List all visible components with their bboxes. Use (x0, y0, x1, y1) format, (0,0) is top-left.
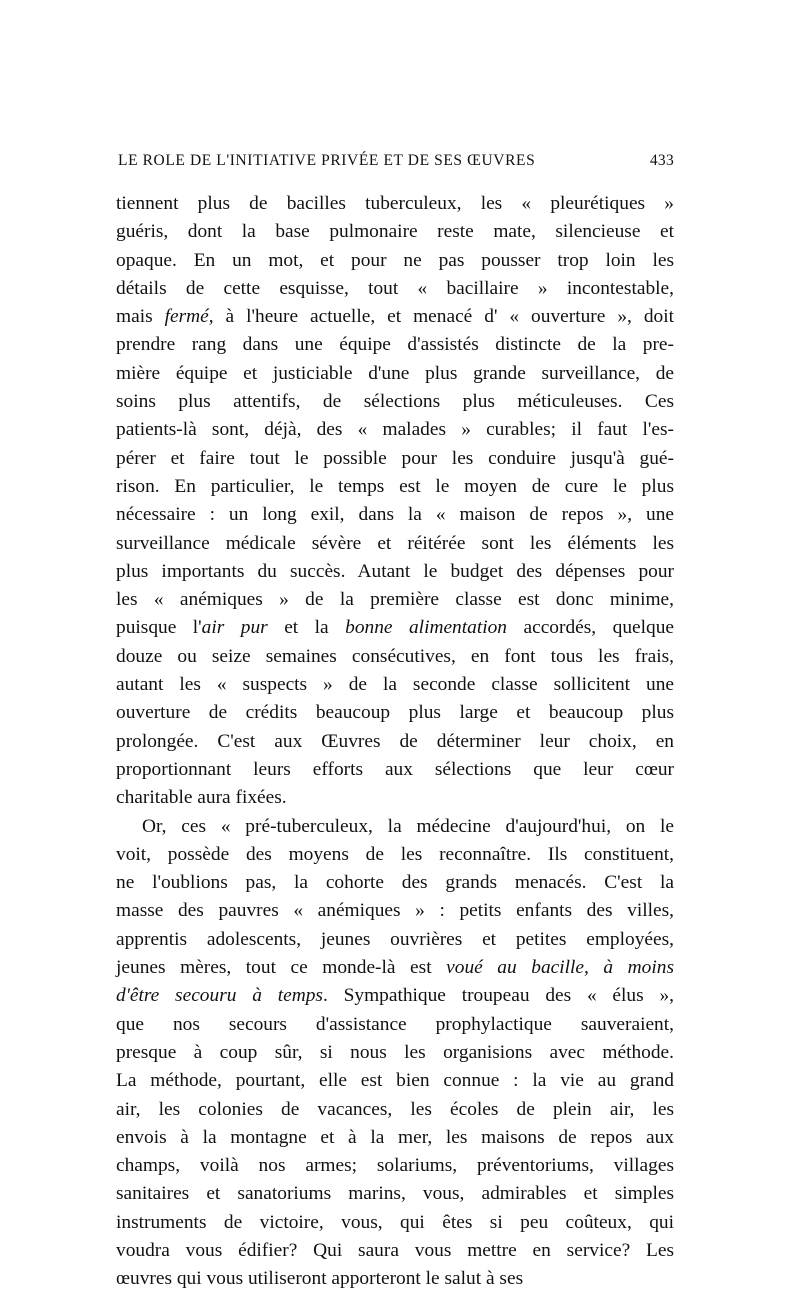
text-line (116, 841, 674, 869)
text-line (116, 416, 674, 444)
italic-run: voué au bacille, à moins (446, 957, 674, 979)
text-run: La méthode, pourtant, elle est bien connue : la vie au grand (116, 1070, 674, 1092)
text-line (116, 275, 674, 303)
text-run: proportionnant leurs efforts aux sélections que leur cœur (116, 758, 674, 780)
paragraph (116, 190, 674, 813)
text-run: Or, ces « pré-tuberculeux, la médecine d'aujourd'hui, on le (142, 815, 674, 837)
body-text (116, 190, 674, 1294)
text-run: apprentis adolescents, jeunes ouvrières et petites employées, (116, 928, 674, 950)
text-line (116, 1011, 674, 1039)
text-run: rison. En particulier, le temps est le moyen de cure le plus (116, 475, 674, 497)
text-run: les « anémiques » de la première classe est donc minime, (116, 589, 674, 611)
text-run: presque à coup sûr, si nous les organisions avec méthode. (116, 1041, 674, 1063)
text-line (116, 1152, 674, 1180)
text-run: guéris, dont la base pulmonaire reste mate, silencieuse et (116, 221, 674, 243)
text-line (116, 643, 674, 671)
text-run: pérer et faire tout le possible pour les conduire jusqu'à gué- (116, 447, 674, 469)
text-line (116, 247, 674, 275)
text-line (116, 784, 674, 812)
text-line (116, 954, 674, 982)
running-title: LE ROLE DE L'INITIATIVE PRIVÉE ET DE SES ŒUVRES (118, 152, 536, 169)
text-line (116, 1039, 674, 1067)
text-run: mais (116, 306, 165, 328)
text-run: instruments de victoire, vous, qui êtes si peu coûteux, qui (116, 1211, 674, 1233)
running-head (118, 152, 674, 176)
text-line (116, 869, 674, 897)
text-run: voit, possède des moyens de les reconnaître. Ils constituent, (116, 843, 674, 865)
italic-run: bonne alimentation (345, 617, 508, 639)
text-run: patients-là sont, déjà, des « malades » curables; il faut l'es- (116, 419, 674, 441)
text-line (116, 501, 674, 529)
text-run: douze ou seize semaines consécutives, en font tous les frais, (116, 645, 674, 667)
text-line (116, 1096, 674, 1124)
text-run: charitable aura fixées. (116, 787, 287, 809)
text-run: prendre rang dans une équipe d'assistés distincte de la pre- (116, 334, 674, 356)
text-line (116, 699, 674, 727)
text-run: œuvres qui vous utiliseront apporteront le salut à ses (116, 1268, 524, 1290)
text-line (116, 1124, 674, 1152)
text-run: envois à la montagne et à la mer, les maisons de repos aux (116, 1126, 674, 1148)
italic-run: air pur (201, 617, 268, 639)
text-line (116, 1180, 674, 1208)
text-line (116, 897, 674, 925)
text-line (116, 756, 674, 784)
text-line (116, 303, 674, 331)
text-run: nécessaire : un long exil, dans la « maison de repos », une (116, 504, 674, 526)
text-run: . Sympathique troupeau des « élus », (322, 985, 674, 1007)
text-line (116, 813, 674, 841)
text-line (116, 388, 674, 416)
text-run: , à l'heure actuelle, et menacé d' « ouverture », doit (208, 306, 674, 328)
text-run: ne l'oublions pas, la cohorte des grands menacés. C'est la (116, 872, 674, 894)
text-run: que nos secours d'assistance prophylactique sauveraient, (116, 1013, 674, 1035)
text-run: tiennent plus de bacilles tuberculeux, les « pleurétiques » (116, 193, 674, 214)
text-line (116, 1067, 674, 1095)
text-run: sanitaires et sanatoriums marins, vous, admirables et simples (116, 1183, 674, 1205)
text-run: surveillance médicale sévère et réitérée sont les éléments les (116, 532, 674, 554)
text-run: champs, voilà nos armes; solariums, préventoriums, villages (116, 1155, 674, 1177)
text-line (116, 1237, 674, 1265)
text-line (116, 586, 674, 614)
text-line (116, 473, 674, 501)
page-number: 433 (649, 152, 674, 169)
text-run: soins plus attentifs, de sélections plus méticuleuses. Ces (116, 391, 674, 413)
italic-run: d'être secouru à temps (116, 985, 323, 1007)
text-line (116, 1265, 674, 1293)
text-run: mière équipe et justiciable d'une plus grande surveillance, de (116, 362, 674, 384)
paragraph (116, 813, 674, 1294)
text-line (116, 982, 674, 1010)
text-line (116, 360, 674, 388)
text-line (116, 445, 674, 473)
italic-run: fermé (164, 306, 209, 328)
text-line (116, 926, 674, 954)
text-run: jeunes mères, tout ce monde-là est (116, 957, 447, 979)
text-run: air, les colonies de vacances, les écoles de plein air, les (116, 1098, 674, 1120)
text-line (116, 1209, 674, 1237)
text-line (116, 558, 674, 586)
text-line (116, 530, 674, 558)
text-run: opaque. En un mot, et pour ne pas pousser trop loin les (116, 249, 674, 271)
text-run: masse des pauvres « anémiques » : petits enfants des villes, (116, 900, 674, 922)
text-line (116, 671, 674, 699)
text-run: ouverture de crédits beaucoup plus large et beaucoup plus (116, 702, 674, 724)
text-run: prolongée. C'est aux Œuvres de déterminer leur choix, en (116, 730, 674, 752)
text-line (116, 728, 674, 756)
text-run: voudra vous édifier? Qui saura vous mettre en service? Les (116, 1239, 674, 1261)
text-line (116, 218, 674, 246)
text-run: plus importants du succès. Autant le budget des dépenses pour (116, 560, 674, 582)
text-run: et la (267, 617, 346, 639)
text-run: accordés, quelque (507, 617, 675, 639)
text-line (116, 614, 674, 642)
text-line (116, 331, 674, 359)
text-line (116, 190, 674, 218)
text-run: puisque l' (116, 617, 202, 639)
text-run: détails de cette esquisse, tout « bacillaire » incontestable, (116, 277, 674, 299)
text-run: autant les « suspects » de la seconde classe sollicitent une (116, 674, 674, 696)
